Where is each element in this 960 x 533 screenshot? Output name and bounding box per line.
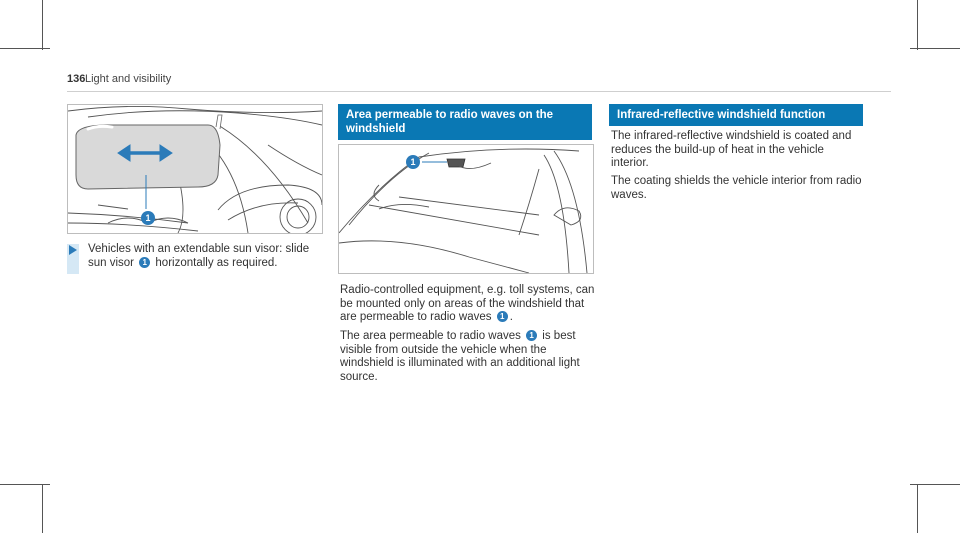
radio-equipment-text-end: . <box>509 311 513 323</box>
section-heading-infrared: Infrared-reflective windshield function <box>609 104 863 126</box>
instruction-text-start: Vehicles with an extendable sun visor: slide sun visor <box>88 243 310 269</box>
infrared-coating-text: The infrared-reflective windshield is coated and reduces the build-up of heat in the vehicle interior. <box>611 130 852 169</box>
crop-mark <box>917 0 918 50</box>
sun-visor-drawing <box>68 105 322 233</box>
coating-shield-text: The coating shields the vehicle interior from radio waves. <box>611 175 862 201</box>
permeable-area-text-end: is best visible from outside the vehicle when the windshield is illuminated with an additional light source. <box>340 330 580 383</box>
callout-marker: 1 <box>497 311 508 322</box>
sun-visor-illustration <box>67 104 323 234</box>
callout-marker: 1 <box>139 257 150 268</box>
crop-mark <box>42 484 43 533</box>
radio-equipment-text-start: Radio-controlled equipment, e.g. toll systems, can be mounted only on areas of the windshield that are permeable to radio waves <box>340 284 595 323</box>
windshield-drawing <box>339 145 593 273</box>
crop-mark <box>42 0 43 50</box>
page-number: 136 <box>67 73 86 85</box>
callout-marker: 1 <box>406 155 420 169</box>
section-heading-radio-waves: Area permeable to radio waves on the windshield <box>338 104 592 140</box>
crop-mark <box>917 484 918 533</box>
callout-marker: 1 <box>526 330 537 341</box>
page-header <box>67 73 891 92</box>
permeable-area-text-start: The area permeable to radio waves <box>340 330 525 342</box>
section-title: Light and visibility <box>85 73 172 85</box>
instruction-text-end: horizontally as required. <box>152 256 278 269</box>
instruction-arrow-icon <box>69 245 77 255</box>
radio-equipment-text <box>340 284 595 325</box>
sun-visor-instruction <box>88 243 323 270</box>
windshield-illustration <box>338 144 594 274</box>
callout-marker: 1 <box>141 211 155 225</box>
permeable-area-text <box>340 330 595 384</box>
